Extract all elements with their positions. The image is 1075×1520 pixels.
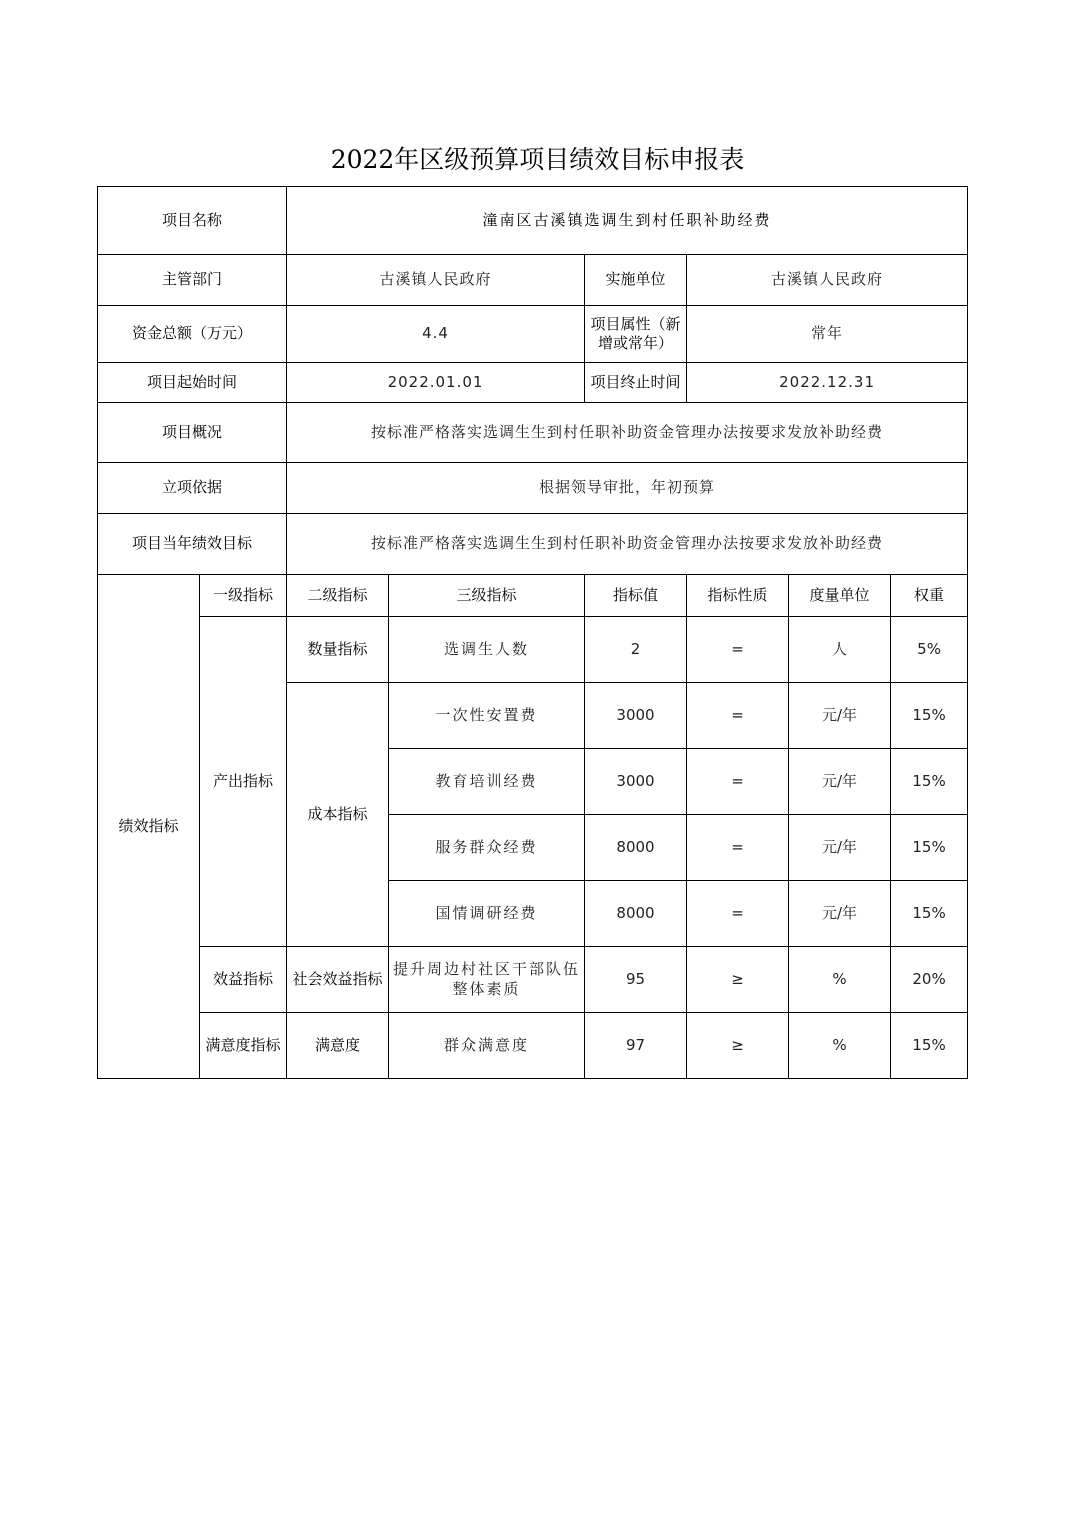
row-perf-header [98,575,968,617]
indicator-weight: 5% [891,617,968,683]
start-label: 项目起始时间 [98,363,287,403]
overview-value: 按标准严格落实选调生生到村任职补助资金管理办法按要求发放补助经费 [287,403,968,463]
table-row [98,617,968,683]
row-basis [98,463,968,514]
indicator-weight: 15% [891,683,968,749]
indicator-nature: = [687,749,789,815]
funds-value: 4.4 [287,306,585,363]
project-name-value: 潼南区古溪镇选调生到村任职补助经费 [287,187,968,255]
basis-label: 立项依据 [98,463,287,514]
header-level3: 三级指标 [389,575,585,617]
indicator-weight: 15% [891,881,968,947]
goal-value: 按标准严格落实选调生生到村任职补助资金管理办法按要求发放补助经费 [287,514,968,575]
performance-form-table [97,186,968,1079]
row-goal [98,514,968,575]
indicator-nature: ≥ [687,947,789,1013]
level2-satisfaction: 满意度 [287,1013,389,1079]
indicator-unit: 人 [789,617,891,683]
level1-output: 产出指标 [200,617,287,947]
row-dates [98,363,968,403]
impl-value: 古溪镇人民政府 [687,255,968,306]
level1-benefit: 效益指标 [200,947,287,1013]
indicator-weight: 15% [891,749,968,815]
level2-quantity: 数量指标 [287,617,389,683]
header-weight: 权重 [891,575,968,617]
indicator-value: 3000 [585,683,687,749]
indicator-nature: = [687,881,789,947]
indicator-name: 选调生人数 [389,617,585,683]
indicator-nature: ≥ [687,1013,789,1079]
indicator-name: 群众满意度 [389,1013,585,1079]
indicator-value: 97 [585,1013,687,1079]
indicator-unit: 元/年 [789,749,891,815]
dept-label: 主管部门 [98,255,287,306]
indicator-unit: % [789,947,891,1013]
indicator-weight: 15% [891,1013,968,1079]
project-name-label: 项目名称 [98,187,287,255]
impl-label: 实施单位 [585,255,687,306]
indicator-name: 国情调研经费 [389,881,585,947]
attr-value: 常年 [687,306,968,363]
indicator-name: 服务群众经费 [389,815,585,881]
indicator-name: 一次性安置费 [389,683,585,749]
row-dept [98,255,968,306]
level1-satisfaction: 满意度指标 [200,1013,287,1079]
indicator-nature: = [687,815,789,881]
indicator-unit: 元/年 [789,683,891,749]
header-nature: 指标性质 [687,575,789,617]
start-value: 2022.01.01 [287,363,585,403]
indicator-weight: 20% [891,947,968,1013]
indicator-value: 8000 [585,881,687,947]
indicator-value: 3000 [585,749,687,815]
end-label: 项目终止时间 [585,363,687,403]
row-project-name [98,187,968,255]
indicator-unit: 元/年 [789,815,891,881]
level2-cost: 成本指标 [287,683,389,947]
basis-value: 根据领导审批，年初预算 [287,463,968,514]
dept-value: 古溪镇人民政府 [287,255,585,306]
end-value: 2022.12.31 [687,363,968,403]
attr-label: 项目属性（新增或常年） [585,306,687,363]
indicator-value: 8000 [585,815,687,881]
indicator-unit: 元/年 [789,881,891,947]
row-funds [98,306,968,363]
level2-social-benefit: 社会效益指标 [287,947,389,1013]
indicator-nature: = [687,617,789,683]
indicator-name: 提升周边村社区干部队伍整体素质 [389,947,585,1013]
header-level1: 一级指标 [200,575,287,617]
overview-label: 项目概况 [98,403,287,463]
table-row [98,947,968,1013]
table-row [98,1013,968,1079]
header-unit: 度量单位 [789,575,891,617]
goal-label: 项目当年绩效目标 [98,514,287,575]
perf-label: 绩效指标 [98,575,200,1079]
funds-label: 资金总额（万元） [98,306,287,363]
header-level2: 二级指标 [287,575,389,617]
page-title: 2022年区级预算项目绩效目标申报表 [330,145,745,174]
indicator-value: 95 [585,947,687,1013]
indicator-value: 2 [585,617,687,683]
row-overview [98,403,968,463]
indicator-nature: = [687,683,789,749]
indicator-name: 教育培训经费 [389,749,585,815]
indicator-unit: % [789,1013,891,1079]
header-value: 指标值 [585,575,687,617]
indicator-weight: 15% [891,815,968,881]
